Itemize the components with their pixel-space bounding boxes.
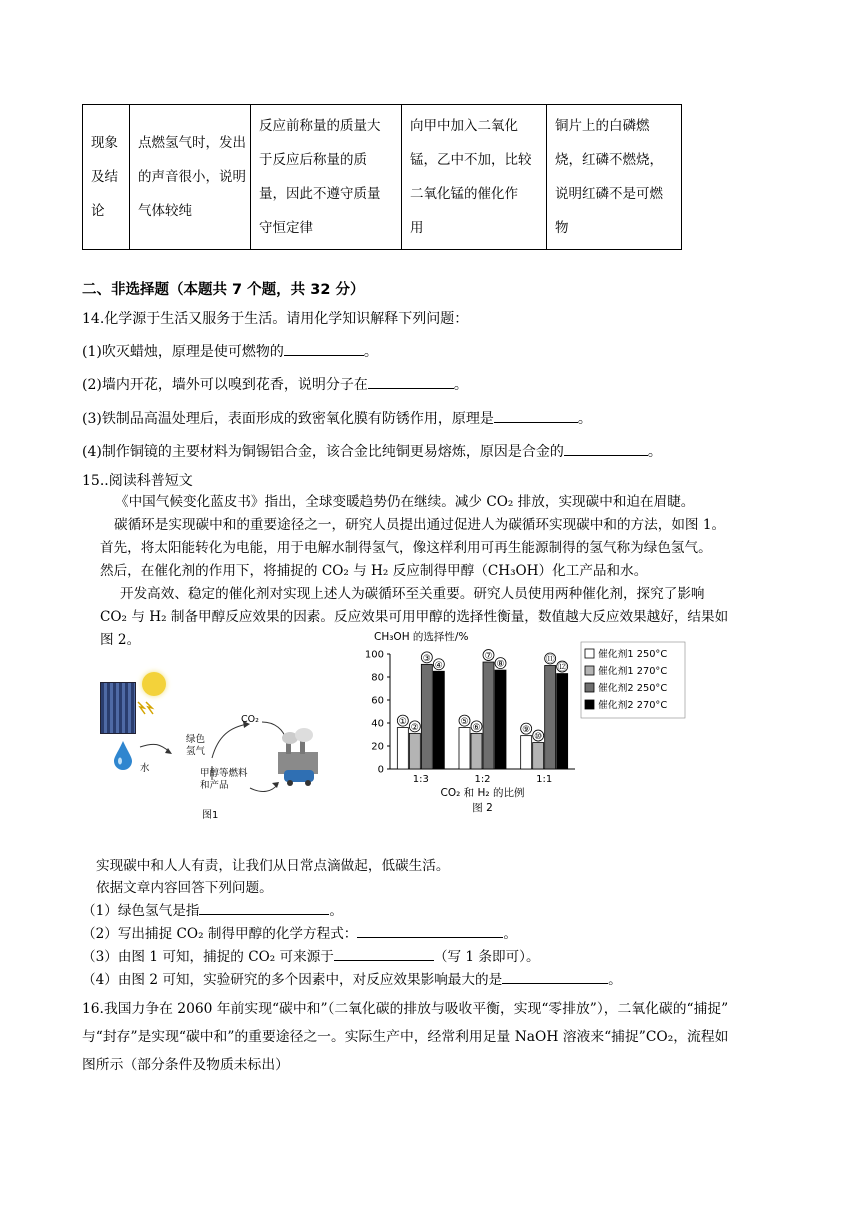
question-text: （2）写出捕捉 CO₂ 制得甲醇的化学方程式： (82, 926, 358, 942)
x-tick-label: 1:1 (536, 774, 553, 785)
q15-paragraph-1: 《中国气候变化蓝皮书》指出，全球变暖趋势仍在继续。减少 CO₂ 排放，实现碳中和迫在眉睫。 (115, 494, 695, 510)
table-cell-line: 向甲中加入二氧化 (410, 118, 518, 134)
bar-label: ⑩ (534, 732, 543, 743)
table-cell-line: 现象 (91, 135, 118, 151)
figure-2-caption: 图 2 (472, 802, 493, 814)
bar (495, 670, 506, 769)
legend-swatch (585, 700, 594, 709)
paragraph-line: CO₂ 与 H₂ 制备甲醇反应效果的因素。反应效果可用甲醇的选择性衡量，数值越大反应效果越好，结果如 (100, 609, 729, 625)
question-text: 。 (453, 377, 468, 393)
bar-label: ② (410, 722, 419, 733)
figure-1-carbon-cycle (100, 672, 330, 822)
question-text: 。 (503, 926, 517, 942)
question-text: 。 (577, 411, 592, 427)
table-cell-line: 的声音很小，说明 (138, 169, 246, 185)
table-cell (251, 105, 402, 250)
answer-blank[interactable] (334, 946, 434, 961)
bar (433, 671, 444, 769)
question-text: （4）由图 2 可知，实验研究的多个因素中，对反应效果影响最大的是 (82, 972, 503, 988)
figure-2-bar-chart (340, 626, 690, 821)
legend-label: 催化剂2 270°C (598, 700, 668, 711)
q16 (82, 995, 728, 1079)
y-tick-label: 40 (371, 718, 384, 730)
q14-stem: 14.化学源于生活又服务于生活。请用化学知识解释下列问题： (82, 311, 469, 327)
question-text: 。 (608, 972, 622, 988)
x-tick-label: 1:3 (412, 774, 429, 785)
table-cell-line: 守恒定律 (259, 220, 313, 236)
table-cell-line: 铜片上的白磷燃 (555, 118, 650, 134)
legend-label: 催化剂2 250°C (598, 683, 668, 694)
bar-label: ⑪ (545, 655, 555, 665)
observation-table (82, 104, 682, 250)
figure-1-caption: 图1 (202, 810, 219, 821)
bar (421, 664, 432, 769)
q15-paragraph-2 (100, 514, 725, 583)
answer-blank[interactable] (502, 969, 608, 984)
q15-item-3 (82, 945, 540, 965)
q15-paragraph-5: 依据文章内容回答下列问题。 (96, 880, 273, 896)
bar-label: ③ (422, 653, 431, 664)
q14-item-4 (82, 441, 662, 461)
table-cell-line: 烧，红磷不燃烧， (555, 152, 663, 168)
q15-stem: 15..阅读科普短文 (82, 473, 193, 489)
paragraph-line: 图 2。 (100, 632, 141, 648)
paragraph-line: 16.我国力争在 2060 年前实现“碳中和”（二氧化碳的排放与吸收平衡，实现“零排放”），二氧化碳的“捕捉” (82, 1001, 729, 1017)
x-axis-label: CO₂ 和 H₂ 的比例 (440, 787, 525, 799)
answer-blank[interactable] (284, 341, 364, 356)
q14-item-3 (82, 408, 592, 428)
table-cell-line: 二氧化锰的催化作 (410, 186, 518, 202)
table-cell-line: 物 (555, 220, 569, 236)
bar-label: ① (398, 717, 407, 728)
y-tick-label: 100 (364, 649, 384, 661)
bar (521, 736, 532, 769)
question-text: (4)制作铜镜的主要材料为铜锡铝合金，该合金比纯铜更易熔炼，原因是合金的 (82, 444, 564, 460)
y-tick-label: 20 (371, 741, 384, 753)
q14-item-1 (82, 341, 378, 361)
bar-label: ⑧ (496, 659, 505, 670)
bar-label: ⑨ (522, 725, 531, 736)
y-tick-label: 80 (371, 672, 384, 684)
q15-paragraph-4: 实现碳中和人人有责，让我们从日常点滴做起，低碳生活。 (96, 858, 450, 874)
bar (459, 728, 470, 769)
question-text: （1）绿色氢气是指 (82, 903, 200, 919)
answer-blank[interactable] (199, 900, 329, 915)
section-title: 二、非选择题（本题共 7 个题，共 32 分） (82, 282, 365, 298)
table-cell-line: 及结 (91, 169, 118, 185)
legend-label: 催化剂1 270°C (598, 666, 668, 677)
table-cell-line: 反应前称量的质量大 (259, 118, 381, 134)
paragraph-line: 图所示（部分条件及物质未标出） (82, 1057, 289, 1073)
bar (397, 728, 408, 769)
bar (533, 743, 544, 769)
question-text: 。 (363, 344, 378, 360)
q15-item-2 (82, 922, 517, 942)
paragraph-line: 碳循环是实现碳中和的重要途径之一，研究人员提出通过促进人为碳循环实现碳中和的方法，如图 1。 (114, 517, 726, 533)
question-text: (1)吹灭蜡烛，原理是使可燃物的 (82, 344, 284, 360)
bar (557, 674, 568, 769)
table-cell (130, 105, 251, 250)
table-row-header (83, 105, 130, 250)
q15-item-4 (82, 968, 622, 988)
table-cell (547, 105, 682, 250)
question-text: 。 (329, 903, 343, 919)
y-tick-label: 0 (377, 764, 384, 776)
table-cell (402, 105, 547, 250)
question-text: (3)铁制品高温处理后，表面形成的致密氧化膜有防锈作用，原理是 (82, 411, 494, 427)
table-row (83, 105, 682, 250)
table-cell-line: 点燃氢气时，发出 (138, 135, 246, 151)
x-tick-label: 1:2 (474, 774, 491, 785)
paragraph-line: 首先，将太阳能转化为电能，用于电解水制得氢气，像这样利用可再生能源制得的氢气称为绿色氢气。 (100, 540, 712, 556)
q14-item-2 (82, 374, 468, 394)
question-text: （3）由图 1 可知，捕捉的 CO₂ 可来源于 (82, 949, 334, 965)
bar (471, 733, 482, 769)
question-text: (2)墙内开花，墙外可以嗅到花香，说明分子在 (82, 377, 368, 393)
y-tick-label: 60 (371, 695, 384, 707)
q15-item-1 (82, 899, 343, 919)
bar-label: ④ (434, 660, 443, 671)
answer-blank[interactable] (357, 923, 503, 938)
bar-label: ⑫ (557, 663, 567, 674)
legend-swatch (585, 666, 594, 675)
paragraph-line: 开发高效、稳定的催化剂对实现上述人为碳循环至关重要。研究人员使用两种催化剂，探究了影响 (120, 586, 705, 602)
green-hydrogen-label: 绿色 氢气 (186, 734, 206, 757)
products-label: 甲醇等燃料 和产品 (200, 768, 248, 791)
legend-swatch (585, 649, 594, 658)
legend-swatch (585, 683, 594, 692)
answer-blank[interactable] (564, 441, 648, 456)
table-cell-line: 于反应后称量的质 (259, 152, 367, 168)
question-text: 。 (647, 444, 662, 460)
chart-title: CH₃OH 的选择性/% (374, 631, 469, 643)
answer-blank[interactable] (368, 374, 454, 389)
bar (545, 666, 556, 770)
paragraph-line: 与“封存”是实现“碳中和”的重要途径之一。实际生产中，经常利用足量 NaOH 溶液来“捕捉”CO₂，流程如 (82, 1029, 729, 1045)
paragraph-line: 然后，在催化剂的作用下，将捕捉的 CO₂ 与 H₂ 反应制得甲醇（CH₃OH）化工产品和水。 (100, 563, 648, 579)
question-text: （写 1 条即可）。 (433, 949, 540, 965)
bar-label: ⑤ (460, 717, 469, 728)
table-cell-line: 论 (91, 203, 105, 219)
water-label: 水 (140, 763, 150, 774)
co2-label: CO₂ (241, 714, 259, 725)
bar-label: ⑥ (472, 722, 481, 733)
table-cell-line: 气体较纯 (138, 203, 192, 219)
legend-label: 催化剂1 250°C (598, 649, 668, 660)
answer-blank[interactable] (494, 408, 578, 423)
table-cell-line: 量，因此不遵守质量 (259, 186, 381, 202)
bar (409, 733, 420, 769)
table-cell-line: 锰，乙中不加，比较 (410, 152, 532, 168)
bar-label: ⑦ (484, 651, 493, 662)
cycle-arrows (100, 672, 330, 822)
table-cell-line: 说明红磷不是可燃 (555, 186, 663, 202)
table-cell-line: 用 (410, 220, 424, 236)
bar (483, 662, 494, 769)
